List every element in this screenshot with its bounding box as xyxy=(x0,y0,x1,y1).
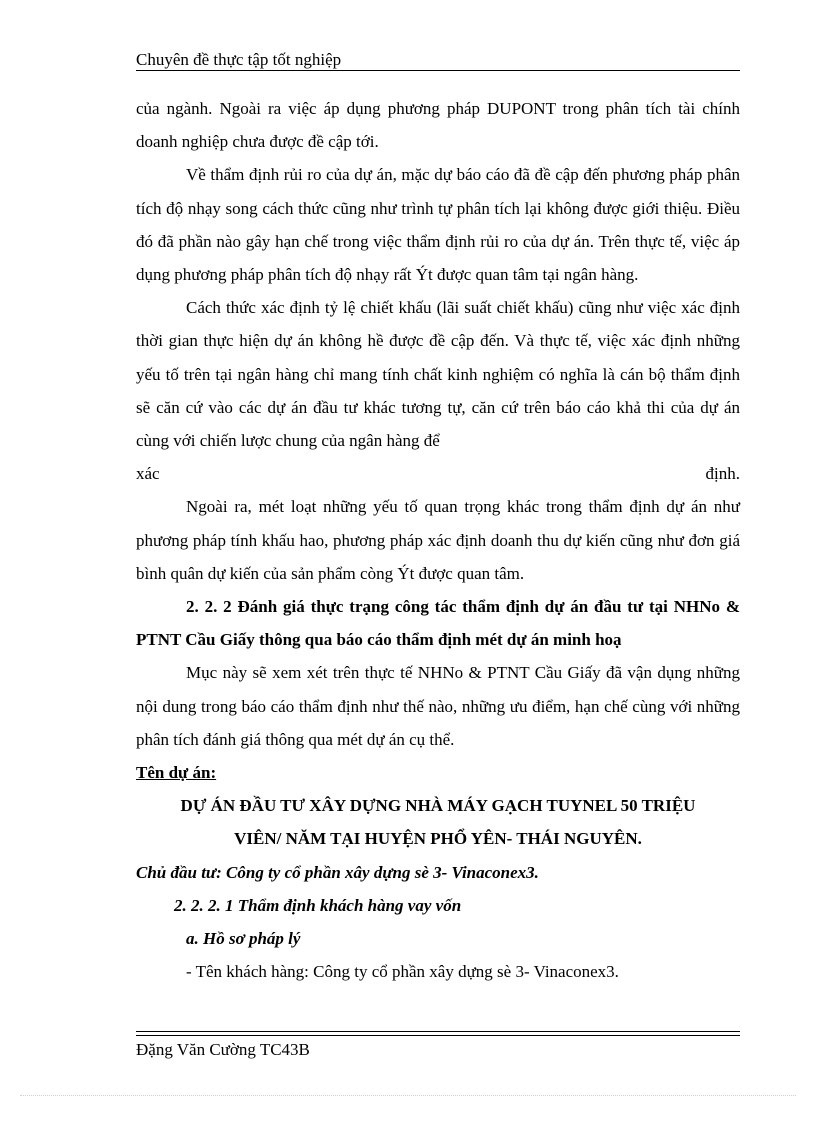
project-label: Tên dự án: xyxy=(136,763,217,783)
page-footer-author: Đặng Văn Cường TC43B xyxy=(136,1040,310,1059)
paragraph-2: Về thẩm định rủi ro của dự án, mặc dự báo cáo đã đề cập đến phương pháp phân tích độ nhạy song cách thức cũng như trình tự phân tích lại không được giới thiệu. Điều đó đã phần nào gây hạn chế trong việc thẩm định rủi ro của dự án. Trên thực tế, việc áp dụng phương pháp phân tích độ nhạy rất Ýt được quan tâm tại ngân hàng. xyxy=(136,165,740,285)
paragraph-4: Ngoài ra, mét loạt những yếu tố quan trọng khác trong thẩm định dự án như phương pháp tính khấu hao, phương pháp xác định doanh thu dự kiến cũng như đơn giá bình quân dự kiến của sản phẩm còng Ýt được quan tâm. xyxy=(136,497,740,583)
subsection-a-heading: a. Hồ sơ pháp lý xyxy=(186,929,301,949)
paragraph-3: Cách thức xác định tỷ lệ chiết khấu (lãi suất chiết khấu) cũng như việc xác định thời gian thực hiện dự án không hề được đề cập đến. Và thực tế, việc xác định những yếu tố trên tại ngân hàng chỉ mang tính chất kinh nghiệm có nghĩa là cán bộ thẩm định sẽ căn cứ vào các dự án đầu tư khác tương tự, căn cứ trên báo cáo khả thi của dự án cùng với chiến lược chung của ngân hàng để xyxy=(136,298,740,451)
footer-divider-top xyxy=(136,1031,740,1032)
paragraph-3-last-line xyxy=(136,457,740,490)
project-title-line-2: VIÊN/ NĂM TẠI HUYỆN PHỔ YÊN- THÁI NGUYÊN. xyxy=(234,829,642,849)
subsection-heading: 2. 2. 2. 1 Thẩm định khách hàng vay vốn xyxy=(174,895,462,915)
document-body xyxy=(136,92,740,988)
project-owner: Chủ đầu tư: Công ty cổ phần xây dựng sè 3- Vinaconex3. xyxy=(136,862,539,882)
customer-name-line: - Tên khách hàng: Công ty cổ phần xây dựng sè 3- Vinaconex3. xyxy=(186,962,619,982)
section-heading: 2. 2. 2 Đánh giá thực trạng công tác thẩm định dự án đầu tư tại NHNo & PTNT Cầu Giấy thông qua báo cáo thẩm định mét dự án minh hoạ xyxy=(136,597,740,650)
header-divider xyxy=(136,70,740,71)
footer-divider-bottom xyxy=(136,1035,740,1036)
paragraph-1: của ngành. Ngoài ra việc áp dụng phương pháp DUPONT trong phân tích tài chính doanh nghiệp chưa được đề cập tới. xyxy=(136,99,740,152)
paragraph-5: Mục này sẽ xem xét trên thực tế NHNo & PTNT Cầu Giấy đã vận dụng những nội dung trong báo cáo thẩm định như thế nào, những ưu điểm, hạn chế cùng với những phân tích đánh giá thông qua mét dự án cụ thể. xyxy=(136,663,740,749)
paragraph-3-end-left: xác xyxy=(136,464,160,484)
page-header-title: Chuyên đề thực tập tốt nghiệp xyxy=(136,50,342,69)
project-title-line-1: DỰ ÁN ĐẦU TƯ XÂY DỰNG NHÀ MÁY GẠCH TUYNEL 50 TRIỆU xyxy=(180,796,696,816)
page-edge-line xyxy=(20,1095,796,1096)
paragraph-3-end-right: định. xyxy=(705,464,740,484)
